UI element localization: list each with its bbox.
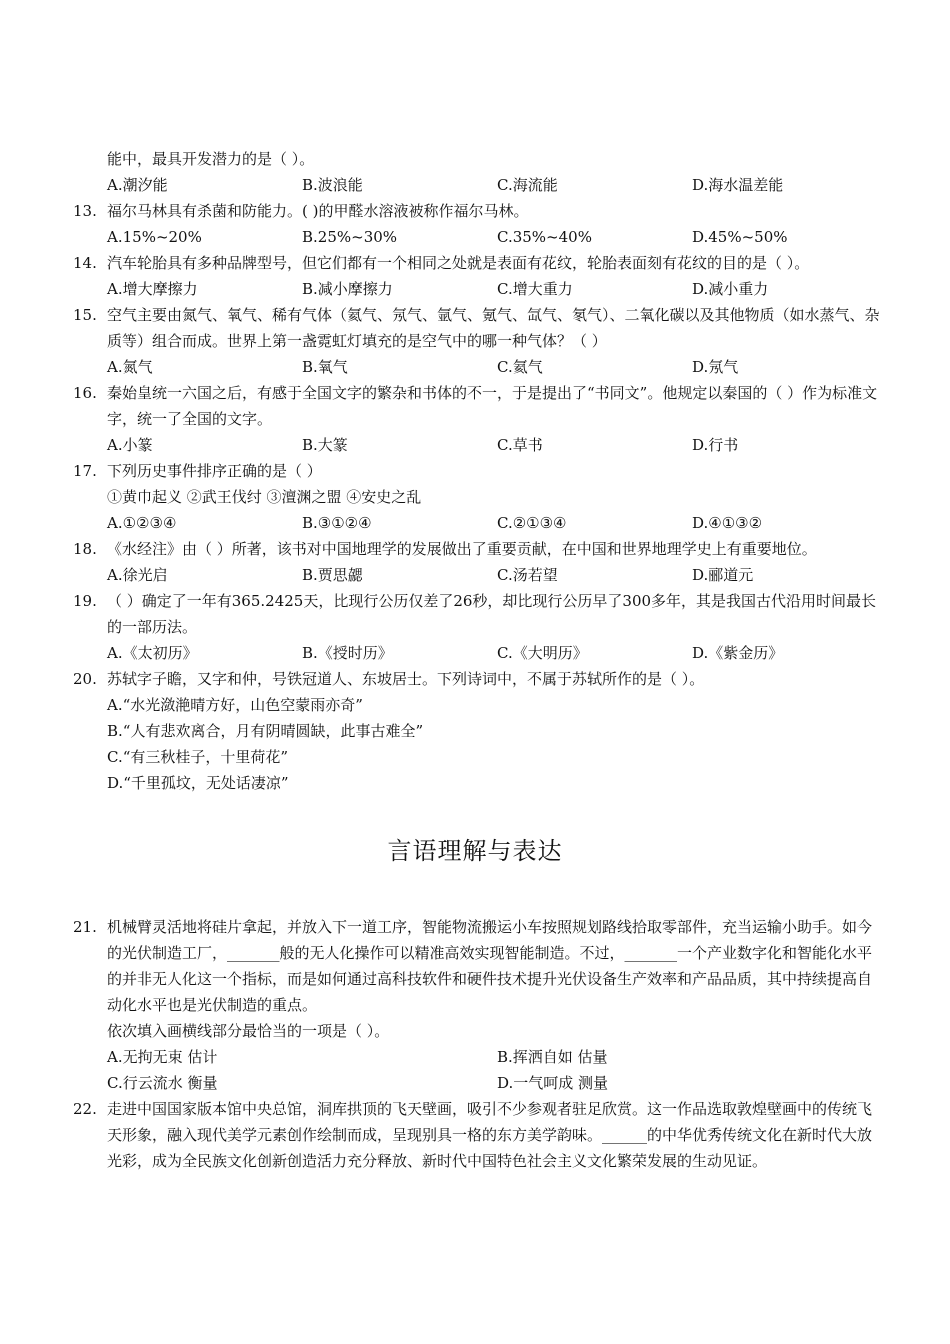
option-b[interactable]: B.贾思勰 xyxy=(302,566,363,584)
question-stem: 能中，最具开发潜力的是（ ）。 xyxy=(107,150,315,168)
option-b[interactable]: B.《授时历》 xyxy=(302,644,393,662)
options-row xyxy=(0,510,950,536)
question-22 xyxy=(0,1096,950,1174)
question-number: 16. xyxy=(73,384,97,402)
option-b[interactable]: B.③①②④ xyxy=(302,514,372,532)
options-row xyxy=(0,276,950,302)
options-row xyxy=(0,562,950,588)
option-d[interactable]: D.一气呵成 测量 xyxy=(497,1074,609,1092)
option-a[interactable]: A.①②③④ xyxy=(107,514,177,532)
option-c[interactable]: C.增大重力 xyxy=(497,280,573,298)
options-row xyxy=(0,640,950,666)
option-c[interactable]: C.35%~40% xyxy=(497,228,592,246)
question-number: 18. xyxy=(73,540,97,558)
question-stem: 秦始皇统一六国之后，有感于全国文字的繁杂和书体的不一，于是提出了“书同文”。他规定以秦国的（ ）作为标准文字，统一了全国的文字。 xyxy=(107,384,878,428)
option-c[interactable]: C.海流能 xyxy=(497,176,558,194)
options-list xyxy=(0,692,950,796)
question-stem: （ ）确定了一年有365.2425天，比现行公历仅差了26秒，却比现行公历早了300多年，其是我国古代沿用时间最长的一部历法。 xyxy=(107,592,877,636)
question-15 xyxy=(0,302,950,354)
option-b[interactable]: B.减小摩擦力 xyxy=(302,280,393,298)
question-number: 19. xyxy=(73,592,97,610)
question-stem: 汽车轮胎具有多种品牌型号，但它们都有一个相同之处就是表面有花纹，轮胎表面刻有花纹的目的是（ ）。 xyxy=(107,254,810,272)
question-stem: 《水经注》由（ ）所著，该书对中国地理学的发展做出了重要贡献，在中国和世界地理学史上有重要地位。 xyxy=(107,540,817,558)
option-d[interactable]: D.减小重力 xyxy=(692,280,769,298)
question-14 xyxy=(0,250,950,276)
option-c[interactable]: C.②①③④ xyxy=(497,514,567,532)
option-b[interactable]: B.“人有悲欢离合，月有阴晴圆缺，此事古难全” xyxy=(107,722,424,740)
question-stem: 空气主要由氮气、氧气、稀有气体（氦气、氖气、氩气、氪气、氙气、氡气）、二氧化碳以及其他物质（如水蒸气、杂质等）组合而成。世界上第一盏霓虹灯填充的是空气中的哪一种气体？（ ） xyxy=(107,306,880,350)
options-row xyxy=(0,172,950,198)
option-b[interactable]: B.25%~30% xyxy=(302,228,398,246)
question-number: 14. xyxy=(73,254,97,272)
question-number: 20. xyxy=(73,670,97,688)
option-c[interactable]: C.氦气 xyxy=(497,358,543,376)
option-c[interactable]: C.《大明历》 xyxy=(497,644,588,662)
option-d[interactable]: D.海水温差能 xyxy=(692,176,784,194)
option-d[interactable]: D.行书 xyxy=(692,436,739,454)
question-18 xyxy=(0,536,950,562)
question-16 xyxy=(0,380,950,432)
question-stem: 下列历史事件排序正确的是（ ） xyxy=(107,462,322,480)
question-number: 17. xyxy=(73,462,97,480)
option-a[interactable]: A.增大摩擦力 xyxy=(107,280,198,298)
option-a[interactable]: A.15%~20% xyxy=(107,228,202,246)
option-d[interactable]: D.《紫金历》 xyxy=(692,644,784,662)
option-b[interactable]: B.挥洒自如 估量 xyxy=(497,1048,608,1066)
option-c[interactable]: C.行云流水 衡量 xyxy=(107,1074,218,1092)
option-a[interactable]: A.“水光潋滟晴方好，山色空蒙雨亦奇” xyxy=(107,696,363,714)
option-c[interactable]: C.“有三秋桂子，十里荷花” xyxy=(107,748,289,766)
question-number: 15. xyxy=(73,306,97,324)
question-number: 22. xyxy=(73,1100,97,1118)
option-d[interactable]: D.④①③② xyxy=(692,514,763,532)
option-b[interactable]: B.波浪能 xyxy=(302,176,363,194)
question-20 xyxy=(0,666,950,692)
question-number: 21. xyxy=(73,918,97,936)
question-stem: 福尔马林具有杀菌和防能力。( )的甲醛水溶液被称作福尔马林。 xyxy=(107,202,529,220)
options-row xyxy=(0,224,950,250)
option-a[interactable]: A.小篆 xyxy=(107,436,153,454)
option-d[interactable]: D.“千里孤坟，无处话凄凉” xyxy=(107,774,289,792)
option-b[interactable]: B.氧气 xyxy=(302,358,348,376)
option-a[interactable]: A.徐光启 xyxy=(107,566,168,584)
question-21 xyxy=(0,914,950,1018)
question-stem: 机械臂灵活地将硅片拿起，并放入下一道工序，智能物流搬运小车按照规划路线拾取零部件，充当运输小助手。如今的光伏制造工厂，_______般的无人化操作可以精准高效实现智能制造。不过，_______一个产业数字化和智能化水平的并非无人化这一个指标，而是如何通过高科技软件和硬件技术提升光伏设备生产效率和产品品质，其中持续提高自动化水平也是光伏制造的重点。 xyxy=(107,918,873,1014)
option-a[interactable]: A.潮汐能 xyxy=(107,176,168,194)
question-ask: 依次填入画横线部分最恰当的一项是（ ）。 xyxy=(107,1022,390,1040)
question-19 xyxy=(0,588,950,640)
question-stem: 苏轼字子瞻，又字和仲，号铁冠道人、东坡居士。下列诗词中，不属于苏轼所作的是（ ）。 xyxy=(107,670,705,688)
option-a[interactable]: A.无拘无束 估计 xyxy=(107,1048,218,1066)
options-row xyxy=(0,432,950,458)
question-subline: ①黄巾起义 ②武王伐纣 ③澶渊之盟 ④安史之乱 xyxy=(107,488,422,506)
option-a[interactable]: A.氮气 xyxy=(107,358,153,376)
question-13 xyxy=(0,198,950,224)
option-d[interactable]: D.氖气 xyxy=(692,358,739,376)
options-row xyxy=(0,354,950,380)
question-17 xyxy=(0,458,950,484)
option-d[interactable]: D.45%~50% xyxy=(692,228,788,246)
question-stem: 走进中国国家版本馆中央总馆，洞库拱顶的飞天壁画，吸引不少参观者驻足欣赏。这一作品选取敦煌壁画中的传统飞天形象，融入现代美学元素创作绘制而成，呈现别具一格的东方美学韵味。______的中华优秀传统文化在新时代大放光彩，成为全民族文化创新创造活力充分释放、新时代中国特色社会主义文化繁荣发展的生动见证。 xyxy=(107,1100,873,1170)
options-grid xyxy=(0,1044,950,1096)
option-c[interactable]: C.草书 xyxy=(497,436,543,454)
section-title: 言语理解与表达 xyxy=(387,837,563,865)
option-a[interactable]: A.《太初历》 xyxy=(107,644,198,662)
option-d[interactable]: D.郦道元 xyxy=(692,566,754,584)
option-b[interactable]: B.大篆 xyxy=(302,436,348,454)
question-12 xyxy=(0,146,950,172)
exam-page xyxy=(0,146,950,1174)
option-c[interactable]: C.汤若望 xyxy=(497,566,558,584)
question-number: 13. xyxy=(73,202,97,220)
